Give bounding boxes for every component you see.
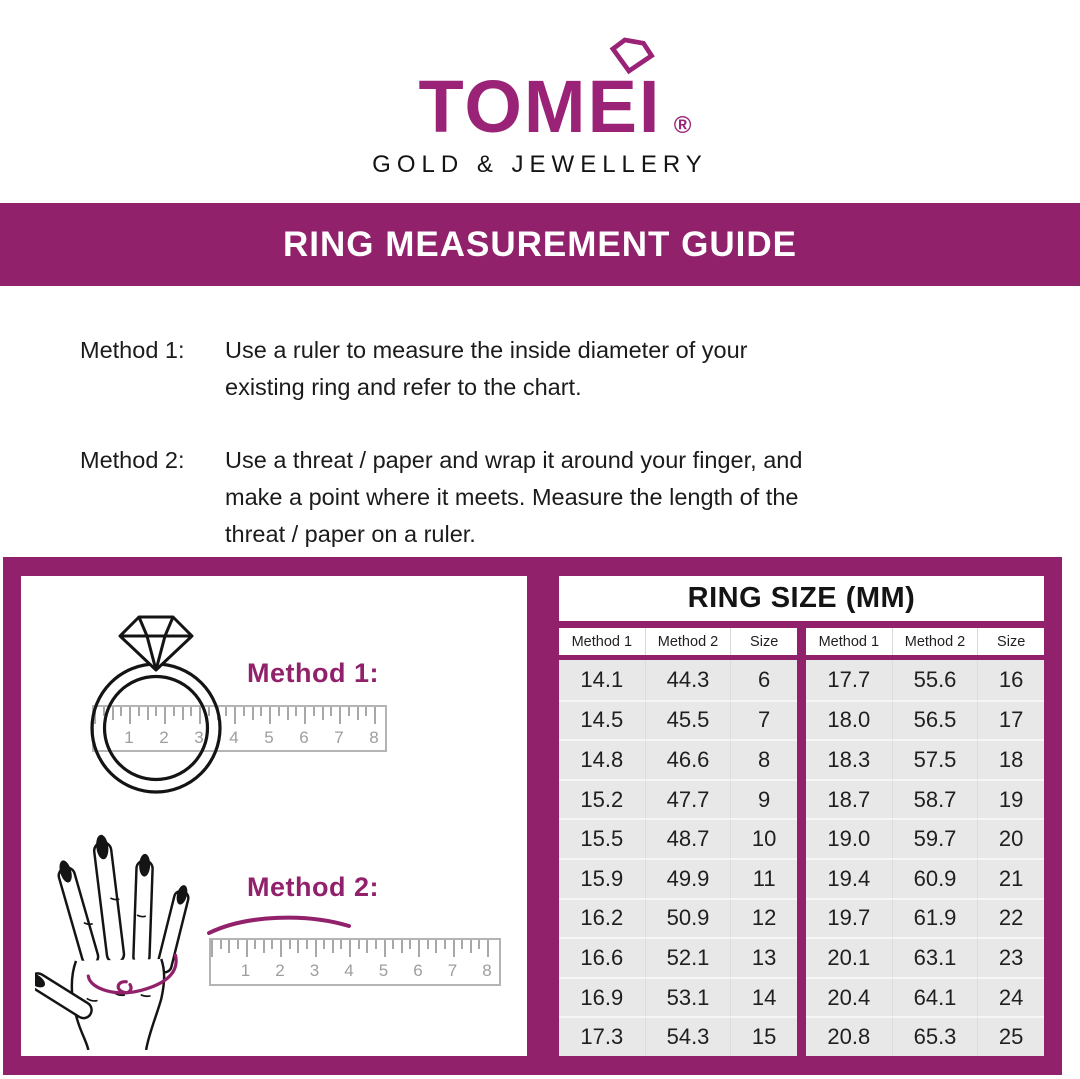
size-cell: 59.7 [892, 818, 978, 858]
size-table-right-half [806, 628, 1044, 1056]
size-cell: 21 [977, 858, 1044, 898]
ruler-tick [295, 707, 297, 716]
size-cell: 20.1 [806, 937, 892, 977]
ruler-tick [470, 940, 472, 953]
size-cell: 46.6 [645, 739, 731, 779]
size-cell: 16.9 [559, 977, 645, 1017]
diagram-method1-label: Method 1: [247, 658, 379, 688]
ruler-tick [278, 707, 280, 716]
size-cell: 25 [977, 1016, 1044, 1056]
ruler-number: 1 [240, 961, 251, 980]
ruler-tick [246, 940, 248, 957]
size-cell: 18.7 [806, 779, 892, 819]
ruler-number: 4 [344, 961, 354, 980]
ruler-number: 2 [275, 961, 285, 980]
illustration-panel [21, 576, 527, 1056]
size-header-cell: Method 2 [645, 628, 731, 655]
ruler-tick [435, 940, 437, 953]
ruler-tick [427, 940, 429, 949]
size-cell: 14.5 [559, 700, 645, 740]
ruler-tick [304, 707, 306, 724]
bottom-section [3, 557, 1062, 1075]
size-cell: 23 [977, 937, 1044, 977]
size-cell: 9 [730, 779, 797, 819]
size-cell: 7 [730, 700, 797, 740]
size-cell: 60.9 [892, 858, 978, 898]
ruler-number: 6 [413, 961, 423, 980]
method1-instruction-label: Method 1: [80, 337, 185, 363]
size-cell: 15.2 [559, 779, 645, 819]
size-table-header [806, 628, 1044, 655]
size-table-title: RING SIZE (MM) [559, 576, 1044, 621]
size-cell: 15.5 [559, 818, 645, 858]
size-cell: 17.3 [559, 1016, 645, 1056]
ruler-tick [401, 940, 403, 953]
size-cell: 20 [977, 818, 1044, 858]
size-table-header [559, 628, 797, 655]
ruler-tick [374, 707, 376, 724]
diagram-method2-label: Method 2: [247, 872, 379, 902]
ring-diagram [84, 606, 234, 802]
size-cell: 55.6 [892, 660, 978, 700]
brand-row [418, 65, 692, 148]
ruler-tick [348, 707, 350, 716]
ruler-tick [366, 940, 368, 953]
size-table [559, 576, 1044, 1056]
ruler-tick [297, 940, 299, 953]
size-cell: 57.5 [892, 739, 978, 779]
size-cell: 19.7 [806, 898, 892, 938]
method1-instruction [80, 332, 1030, 406]
ruler-tick [280, 940, 282, 957]
instructions [80, 332, 1030, 553]
thread-line-icon [206, 909, 352, 937]
ruler-number: 5 [264, 728, 274, 747]
ruler-number: 1 [124, 728, 134, 747]
ruler-number: 3 [194, 728, 204, 747]
ruler-tick [365, 707, 367, 716]
size-cell: 18 [977, 739, 1044, 779]
ruler-tick [357, 707, 359, 720]
size-cell: 61.9 [892, 898, 978, 938]
ruler-number: 3 [309, 961, 320, 980]
ruler-number: 5 [378, 961, 389, 980]
size-cell: 14 [730, 977, 797, 1017]
ring-gem-icon [120, 617, 192, 670]
ruler-tick [260, 707, 262, 716]
size-cell: 13 [730, 937, 797, 977]
method2-instruction-label: Method 2: [80, 447, 185, 473]
ruler-tick [228, 940, 230, 953]
ruler-number: 8 [482, 961, 492, 980]
ruler-tick [315, 940, 317, 957]
ruler-tick [487, 940, 489, 957]
size-cell: 18.0 [806, 700, 892, 740]
size-cell: 15 [730, 1016, 797, 1056]
size-cell: 52.1 [645, 937, 731, 977]
ruler-tick [375, 940, 377, 949]
ruler-tick [269, 707, 271, 724]
method2-instruction-text: Use a threat / paper and wrap it around your finger, and make a point where it meets. Measure the length of the threat / paper on a ruler. [225, 447, 803, 547]
ruler-number: 6 [299, 728, 309, 747]
size-cell: 49.9 [645, 858, 731, 898]
size-cell: 58.7 [892, 779, 978, 819]
ruler-tick [461, 940, 463, 949]
method1-instruction-text: Use a ruler to measure the inside diameter of your existing ring and refer to the chart. [225, 337, 748, 400]
ruler-tick [220, 940, 222, 949]
ruler-tick [453, 940, 455, 957]
hand-diagram [35, 832, 225, 1050]
ruler-tick [478, 940, 480, 949]
size-header-cell: Size [977, 628, 1044, 655]
ruler-tick [306, 940, 308, 949]
ruler-tick [444, 940, 446, 949]
ruler-number: 7 [447, 961, 458, 980]
size-table-columns [559, 628, 1044, 1056]
size-cell: 56.5 [892, 700, 978, 740]
size-cell: 48.7 [645, 818, 731, 858]
size-cell: 44.3 [645, 660, 731, 700]
size-cell: 47.7 [645, 779, 731, 819]
ruler-number: 4 [229, 728, 239, 747]
size-cell: 45.5 [645, 700, 731, 740]
ruler-tick [339, 707, 341, 724]
size-cell: 12 [730, 898, 797, 938]
size-cell: 19.0 [806, 818, 892, 858]
ruler-tick [340, 940, 342, 949]
size-cell: 20.4 [806, 977, 892, 1017]
ruler-tick [322, 707, 324, 720]
size-cell: 24 [977, 977, 1044, 1017]
ruler-tick [254, 940, 256, 949]
size-cell: 64.1 [892, 977, 978, 1017]
size-table-left-half [559, 628, 797, 1056]
size-cell: 20.8 [806, 1016, 892, 1056]
size-cell: 11 [730, 858, 797, 898]
size-cell: 16.6 [559, 937, 645, 977]
size-cell: 19 [977, 779, 1044, 819]
banner-title: RING MEASUREMENT GUIDE [0, 203, 1080, 286]
size-cell: 14.1 [580, 666, 624, 692]
method2-instruction [80, 442, 1030, 553]
size-cell: 50.9 [645, 898, 731, 938]
size-cell: 18.3 [806, 739, 892, 779]
ruler-tick [234, 707, 236, 724]
ruler-tick [384, 940, 386, 957]
size-cell: 16.2 [559, 898, 645, 938]
size-cell: 54.3 [645, 1016, 731, 1056]
ruler-tick [211, 940, 213, 957]
size-grid-left [559, 660, 797, 1056]
size-cell: 53.1 [645, 977, 731, 1017]
size-cell: 8 [730, 739, 797, 779]
size-header-cell: Method 1 [571, 633, 633, 650]
ruler-tick [263, 940, 265, 953]
size-cell: 17.7 [827, 666, 871, 692]
brand-wordmark: TOMEI [418, 65, 662, 148]
size-header-cell: Method 2 [892, 628, 978, 655]
ruler-tick [392, 940, 394, 949]
brand-logo [0, 65, 1080, 179]
size-header-cell: Size [730, 628, 797, 655]
ruler-tick [349, 940, 351, 957]
ruler-tick [287, 707, 289, 720]
ruler-tick [330, 707, 332, 716]
ruler-tick [418, 940, 420, 957]
size-cell: 65.3 [892, 1016, 978, 1056]
size-cell: 16 [977, 660, 1044, 700]
size-cell: 63.1 [892, 937, 978, 977]
ruler-number: 8 [369, 728, 379, 747]
size-cell: 22 [977, 898, 1044, 938]
ruler-tick [243, 707, 245, 716]
size-grid-right [806, 660, 1044, 1056]
size-cell: 14.8 [559, 739, 645, 779]
size-cell: 19.4 [806, 858, 892, 898]
size-cell: 17 [977, 700, 1044, 740]
size-cell: 6 [730, 660, 797, 700]
ruler-tick [313, 707, 315, 716]
diamond-icon [603, 36, 661, 78]
ruler-number: 7 [334, 728, 344, 747]
ruler-tick [237, 940, 239, 949]
size-cell: 15.9 [559, 858, 645, 898]
ruler-tick [332, 940, 334, 953]
ruler-2 [209, 938, 501, 986]
ruler-tick [323, 940, 325, 949]
size-cell: 10 [730, 818, 797, 858]
ruler-tick [409, 940, 411, 949]
ruler-tick [289, 940, 291, 949]
ruler-tick [252, 707, 254, 720]
brand-tagline: GOLD & JEWELLERY [372, 151, 708, 178]
ruler-tick [271, 940, 273, 949]
ruler-tick [358, 940, 360, 949]
size-header-cell: Method 1 [818, 633, 880, 650]
registered-mark: ® [673, 112, 692, 139]
ruler-number: 2 [159, 728, 169, 747]
